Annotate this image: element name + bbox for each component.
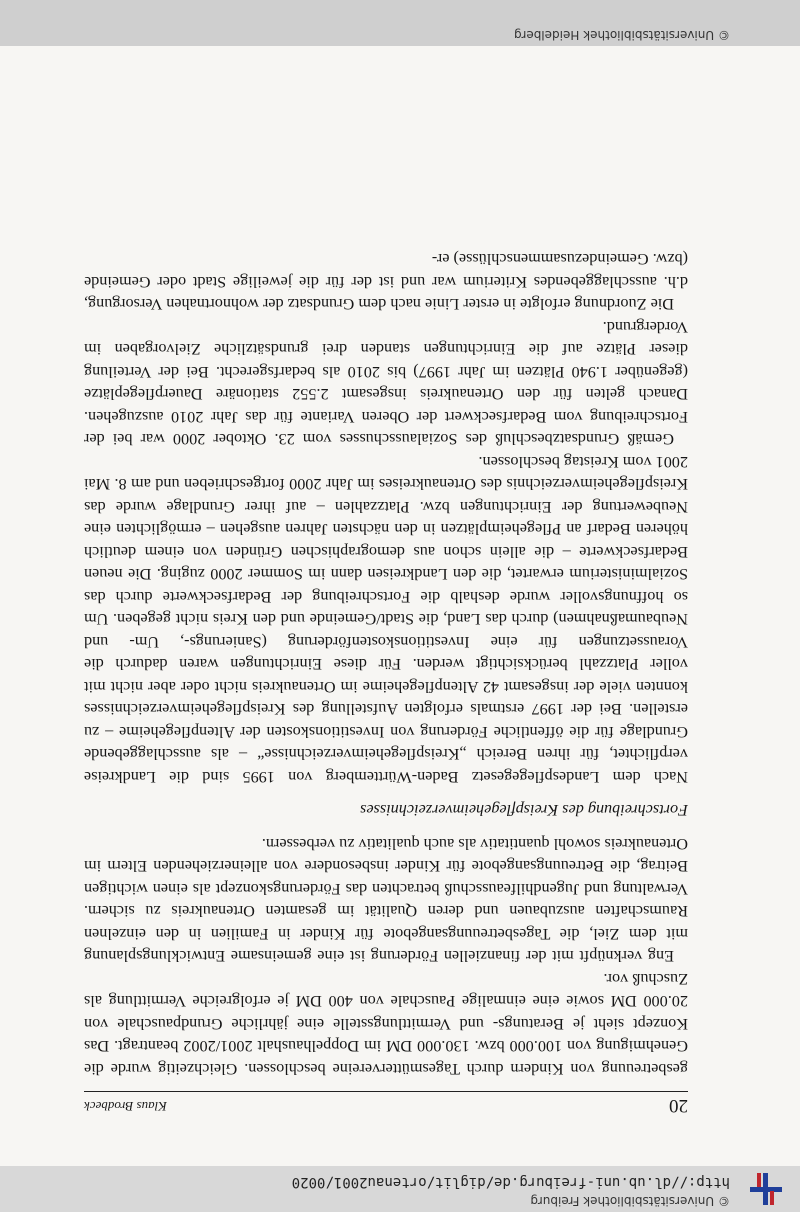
- footer-copyright: © Universitätsbibliothek Heidelberg: [513, 28, 730, 42]
- library-logo-icon: [750, 1173, 782, 1205]
- paragraph: Gemäß Grundsatzbeschluß des Sozialausschusses vom 23. Oktober 2000 war bei der Fortschreibung vom Bedarfseckwert der Oberen Variante für das Jahr 2010 auszugehen. Danach gelten für den Ortenaukreis insgesamt 2.552 stationäre Dauerpflegeplätze (gegenüber 1.940 Plätzen im Jahr 1997) bis 2010 als bedarfsgerecht. Bei der Verteilung dieser Plätze auf die Einrichtungen standen drei grundsätzliche Zielvorgaben im Vordergrund.: [84, 318, 688, 449]
- section-heading: Fortschreibung des Kreispflegeheimverzeichnisses: [360, 801, 688, 820]
- header-rule: [84, 1091, 688, 1092]
- book-page: [0, 46, 800, 1166]
- paragraph: Die Zuordnung erfolgte in erster Linie nach dem Grundsatz der wohnortnahen Versorgung, d.h. ausschlaggebendes Kriterium war und ist der für die jeweilige Stadt oder Gemeinde (bzw. Gemeindezusammenschlüsse) er-: [84, 250, 688, 314]
- document-url[interactable]: http://dl.ub.uni-freiburg.de/diglit/ortenau2001/0020: [291, 1174, 730, 1190]
- page-number: 20: [669, 1095, 688, 1116]
- paragraph: Eng verknüpft mit der finanziellen Förderung ist eine gemeinsame Entwicklungsplanung mit dem Ziel, die Tagesbetreuungsangebote für Kinder in Familien in den einzelnen Raumschaften auszubauen und deren Qualität im gesamten Ortenaukreis zu sichern. Verwaltung und Jugendhilfeausschuß betrachten das Förderungskonzept als einen wichtigen Beitrag, die Betreuungsangebote für Kinder insbesondere von alleinerziehenden Eltern im Ortenaukreis sowohl quantitativ als auch qualitativ zu verbessern.: [84, 835, 688, 966]
- page-body: [84, 248, 688, 1080]
- viewer-header-bar: [0, 1166, 800, 1212]
- copyright-notice: © Universitätsbibliothek Freiburg: [530, 1194, 730, 1208]
- viewer-footer-bar: [0, 0, 800, 46]
- running-author: Klaus Brodbeck: [84, 1099, 167, 1114]
- paragraph: Nach dem Landespflegegesetz Baden-Württemberg von 1995 sind die Landkreise verpflichtet, für ihren Bereich „Kreispflegeheimverzeichnisse“ – als ausschlaggebende Grundlage für die öffentliche Förderung von Investitionskosten der Altenpflegeheime – zu erstellen. Bei der 1997 erstmals erfolgten Aufstellung des Kreispflegeheimverzeichnisses konnten viele der insgesamt 42 Altenpflegeheime im Ortenaukreis nicht oder aber nicht mit voller Platzzahl berücksichtigt werden. Für diese Einrichtungen waren dadurch die Voraussetzungen für eine Investitionskostenförderung (Sanierungs-, Um- und Neubaumaßnahmen) durch das Land, die Stadt/Gemeinde und den Kreis nicht gegeben. Um so hoffnungsvoller wurde deshalb die Fortschreibung der Bedarfseckwerte durch das Sozialministerium erwartet, die den Landkreisen dann im Sommer 2000 zuging. Die neuen Bedarfseckwerte – die allein schon aus demographischen Gründen von einem deutlich höheren Bedarf an Pflegeheimplätzen in den nächsten Jahren ausgehen – ermöglichten eine Neubewertung der Einrichtungen bzw. Platzzahlen – auf ihrer Grundlage wurde das Kreispflegeheimverzeichnis des Ortenaukreises im Jahr 2000 fortgeschrieben und am 8. Mai 2001 vom Kreistag beschlossen.: [84, 453, 688, 786]
- page-header: [84, 1090, 688, 1120]
- paragraph: gesbetreuung von Kindern durch Tagesmüttervereine beschlossen. Gleichzeitig wurde die Genehmigung von 100.000 bzw. 130.000 DM im Doppelhaushalt 2001/2002 beantragt. Das Konzept sieht je Beratungs- und Vermittlungsstelle eine jährliche Grundpauschale von 20.000 DM sowie eine einmalige Pauschale von 400 DM je erfolgreiche Vermittlung als Zuschuß vor.: [84, 970, 688, 1078]
